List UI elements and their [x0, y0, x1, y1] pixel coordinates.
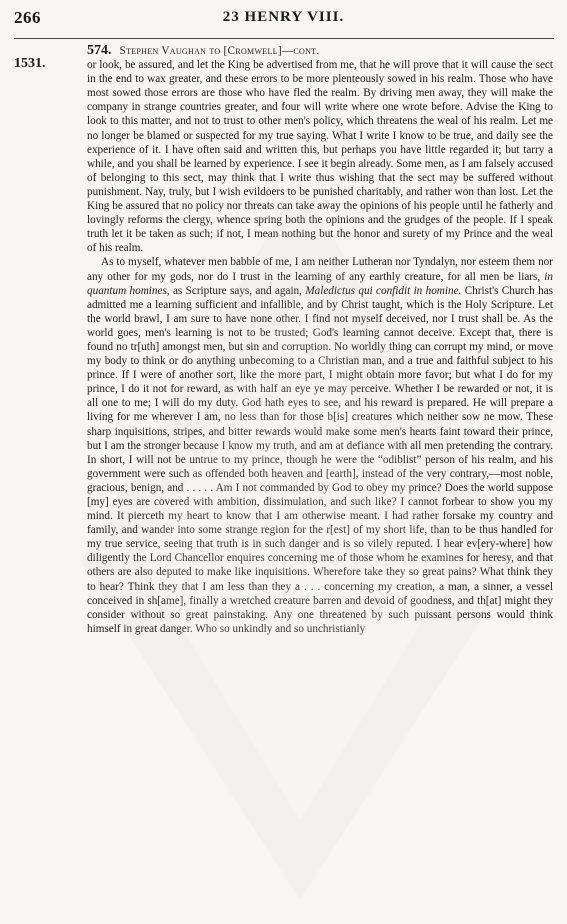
page-number: 266: [14, 8, 41, 27]
entry-heading-line: [87, 44, 553, 58]
latin-quote-2: Maledictus qui confidit in homine.: [305, 284, 462, 297]
paragraph-2-part-a: As to myself, whatever men babble of me, I am neither Lutheran nor Tyndalyn, nor esteem them nor any other for my gods, nor do I trust in the learning of any earthly creature, for all men be liars,: [87, 256, 553, 283]
entry-number: 574.: [87, 43, 112, 58]
paragraph-2: [87, 255, 553, 636]
margin-year: 1531.: [14, 56, 46, 71]
page-header: [0, 8, 567, 30]
paragraph-2-part-b: as Scripture says, and again,: [169, 284, 306, 297]
body-text: [87, 44, 553, 636]
paragraph-1: or look, be assured, and let the King be advertised from me, that he will prove that it will cause the sect in the end to wax greater, and these errors to be more plenteously sowed in his realm. Those who have most sowed those errors are those who have fled the realm. By driving men away, they will make the company in strange countries greater, and four will write where one wrote before. Advise the King to look to this matter, and not to trust to other men's policy, which threatens the weal of his realm. Let me no longer be blamed or suspected for my true saying. What I write I know to be true, and daily see the experience of it. I have often said and written this, but perhaps you have little regarded it; but tarry a while, and you shall be learned by experience. I see it begin already. Some men, as I am falsely accused of belonging to this sect, may think that I write thus wishing that the sect may be suffered without punishment. Nay, truly, but I wish evildoers to be punished charitably, and rather won than lost. Let the King be assured that no policy nor threats can take away the opinions of his people until he fatherly and lovingly reforms the clergy, whence spring both the opinions and the grudges of the people. If I speak truth let it be taken as such; if not, I mean nothing but the honor and surety of my Prince and the weal of his realm.: [87, 59, 553, 255]
running-title: 23 HENRY VIII.: [222, 9, 345, 25]
paragraph-2-part-c: Christ's Church has admitted me a learning sufficient and infallible, and by Christ taught, which is the Holy Scripture. Let the world brawl, I am sure to have none other. I find not myself deceived, nor I trust shall be. As the world goes, men's learning is not to be trusted; God's learning cannot deceive. Except that, there is found no tr[uth] amongst men, but sin and corruption. No worldly thing can corrupt my mind, or move my body to think or do anything unbecoming to a Christian man, and a true and faithful subject to his prince. If I were of another sort, like the more part, I might obtain more favor; but what I do for my prince, I do it not for reward, as with half an eye ye may perceive. Whether I be rewarded or not, it is all one to me; I will do my duty. God hath eyes to see, and his reward is prepared. He will prepare a living for me wherever I am, no less than for those b[is] creatures which neither sow ne mow. These sharp inquisitions, stripes, and bitter rewards would make some men's hearts faint toward their prince, but I am the stronger because I know my truth, and am at defiance with all men pretending the contrary. In short, I will not be untrue to my prince, though he were the “odiblist” person of his realm, and his government were such as offended both heaven and [earth], instead of the very contrary,—most noble, gracious, benign, and . . . . . Am I not commanded by God to obey my prince? Does the world suppose [my] eyes are covered with ambition, dissimulation, and such like? I cannot forbear to show you my mind. It pierceth my heart to know that I am otherwise meant. I had rather forsake my country and family, and wander into some strange region for the r[est] of my short life, than to be thus handled for my true service, seeing that truth is in such danger and is so vilely reputed. I hear ev[ery-where] how diligently the Lord Chancellor enquires concerning me of those whom he examines for heresy, and that others are also deputed to make like inquisitions. Wherefore take they so great pains? What think they to hear? Think they that I am less than they a . . . concerning my creation, a man, a sinner, a vessel conceived in sh[ame], finally a wretched creature barren and devoid of goodness, and th[at] might they consider without so great painstaking. Any one threatened by such puissant persons would think himself in great danger. Who so unkindly and so unchristianly: [87, 284, 553, 635]
entry-heading: Stephen Vaughan to [Cromwell]—cont.: [119, 45, 320, 57]
header-rule: [14, 38, 554, 39]
latin-quote-1: in quantum homines,: [87, 270, 553, 297]
